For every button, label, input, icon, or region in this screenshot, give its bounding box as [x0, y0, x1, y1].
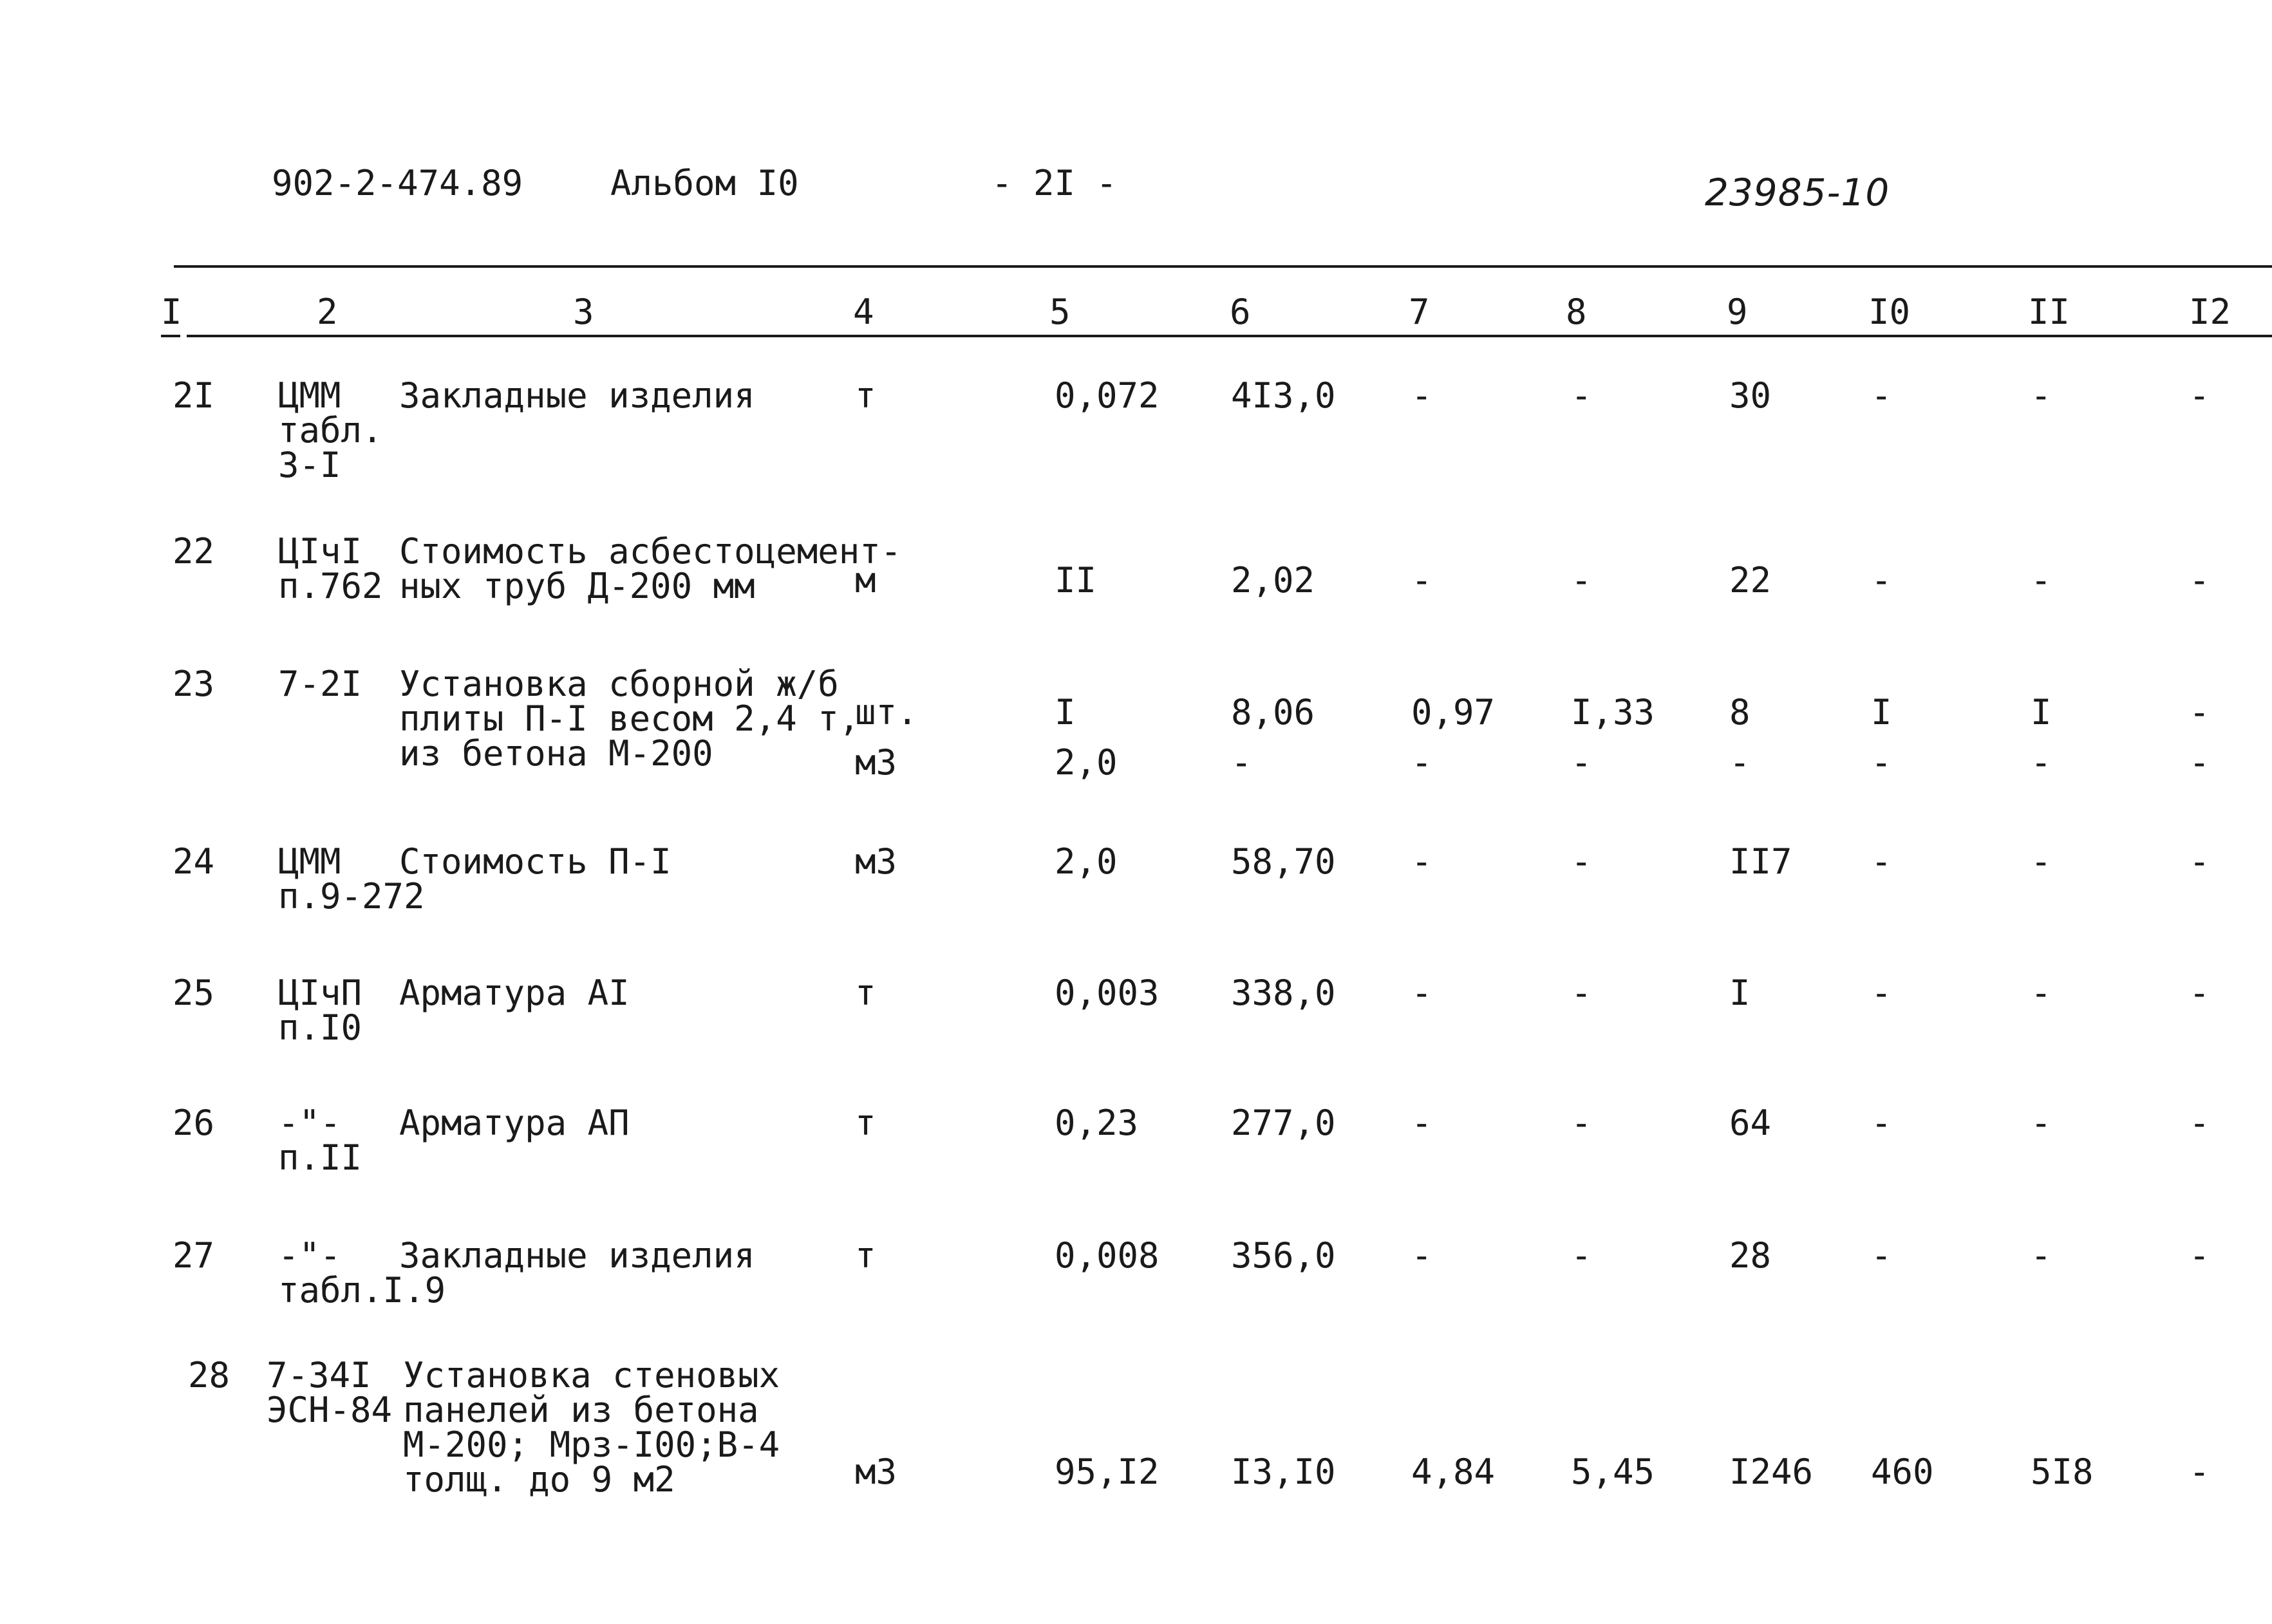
- column-header: I2: [2189, 292, 2231, 332]
- value-cell: I246: [1729, 1451, 1814, 1492]
- norm-code-line: ЦIчП: [278, 973, 362, 1013]
- value-cell: 4,84: [1411, 1451, 1496, 1492]
- work-name-line: Установка стеновых: [403, 1355, 780, 1395]
- row-number: 26: [173, 1103, 215, 1143]
- value-cell: -: [1729, 742, 1751, 783]
- column-header-underline: [161, 335, 180, 337]
- value-cell: -: [2031, 742, 2052, 783]
- column-header: I: [161, 292, 182, 332]
- work-name-line: плиты П-I весом 2,4 т,: [399, 698, 860, 739]
- work-name-line: Арматура АI: [399, 973, 630, 1013]
- value-cell: -: [1411, 375, 1432, 416]
- value-cell: -: [2189, 742, 2210, 783]
- value-cell: -: [1871, 1103, 1892, 1143]
- value-cell: -: [2189, 1451, 2210, 1492]
- value-cell: I: [1871, 692, 1892, 733]
- norm-code-line: 7-2I: [278, 664, 362, 704]
- value-cell: I: [1729, 973, 1751, 1013]
- value-cell: I3,I0: [1231, 1451, 1336, 1492]
- work-name-line: Закладные изделия: [399, 1235, 755, 1276]
- value-cell: -: [2031, 560, 2052, 601]
- value-cell: 0,003: [1055, 973, 1159, 1013]
- norm-code-line: табл.I.9: [278, 1270, 446, 1311]
- value-cell: 8: [1729, 692, 1751, 733]
- value-cell: 460: [1871, 1451, 1934, 1492]
- value-cell: 2,0: [1055, 742, 1118, 783]
- value-cell: -: [2031, 973, 2052, 1013]
- value-cell: -: [1871, 841, 1892, 882]
- value-cell: -: [1871, 1235, 1892, 1276]
- value-cell: 5,45: [1571, 1451, 1655, 1492]
- value-cell: 277,0: [1231, 1103, 1336, 1143]
- work-name-line: Стоимость П-I: [399, 841, 671, 882]
- value-cell: -: [2189, 560, 2210, 601]
- row-number: 28: [188, 1355, 230, 1395]
- value-cell: 2,02: [1231, 560, 1315, 601]
- unit-cell: т: [855, 1235, 876, 1276]
- value-cell: 95,I2: [1055, 1451, 1159, 1492]
- column-header: I0: [1868, 292, 1911, 332]
- value-cell: 0,008: [1055, 1235, 1159, 1276]
- value-cell: -: [1571, 841, 1592, 882]
- unit-cell: м3: [855, 841, 897, 882]
- value-cell: -: [2189, 841, 2210, 882]
- work-name-line: панелей из бетона: [403, 1390, 759, 1430]
- norm-code-line: ЭСН-84: [267, 1390, 393, 1430]
- work-name-line: Установка сборной ж/б: [399, 664, 839, 704]
- value-cell: -: [2189, 692, 2210, 733]
- column-header: 9: [1727, 292, 1748, 332]
- value-cell: 356,0: [1231, 1235, 1336, 1276]
- column-header: 7: [1409, 292, 1430, 332]
- value-cell: -: [1571, 560, 1592, 601]
- norm-code-line: ЦММ: [278, 841, 341, 882]
- value-cell: -: [1871, 742, 1892, 783]
- value-cell: 8,06: [1231, 692, 1315, 733]
- row-number: 23: [173, 664, 215, 704]
- value-cell: -: [2031, 375, 2052, 416]
- value-cell: 64: [1729, 1103, 1772, 1143]
- work-name-line: Арматура АП: [399, 1103, 630, 1143]
- value-cell: -: [1411, 973, 1432, 1013]
- row-number: 22: [173, 531, 215, 572]
- column-header: 5: [1049, 292, 1071, 332]
- row-number: 2I: [173, 375, 215, 416]
- unit-cell: т: [855, 1103, 876, 1143]
- work-name-line: из бетона М-200: [399, 733, 713, 774]
- value-cell: 58,70: [1231, 841, 1336, 882]
- value-cell: -: [2031, 1235, 2052, 1276]
- value-cell: -: [1571, 742, 1592, 783]
- value-cell: II: [1055, 560, 1097, 601]
- work-name-line: Стоимость асбестоцемент-: [399, 531, 902, 572]
- column-header: 4: [853, 292, 874, 332]
- unit-cell: м3: [855, 1451, 897, 1492]
- work-name-line: М-200; Мрз-I00;В-4: [403, 1424, 780, 1465]
- value-cell: 30: [1729, 375, 1772, 416]
- value-cell: -: [2189, 375, 2210, 416]
- value-cell: I: [2031, 692, 2052, 733]
- value-cell: 28: [1729, 1235, 1772, 1276]
- page-number: - 2I -: [991, 163, 1118, 203]
- norm-code-line: -"-: [278, 1103, 341, 1143]
- value-cell: 0,23: [1055, 1103, 1139, 1143]
- column-header: 6: [1230, 292, 1251, 332]
- column-header: II: [2028, 292, 2070, 332]
- row-number: 24: [173, 841, 215, 882]
- value-cell: -: [1571, 1235, 1592, 1276]
- row-number: 27: [173, 1235, 215, 1276]
- work-name-line: ных труб Д-200 мм: [399, 566, 755, 606]
- norm-code-line: 7-34I: [267, 1355, 371, 1395]
- work-name-line: Закладные изделия: [399, 375, 755, 416]
- value-cell: I,33: [1571, 692, 1655, 733]
- value-cell: -: [2031, 1103, 2052, 1143]
- table-top-rule: [174, 265, 2272, 268]
- value-cell: -: [1871, 375, 1892, 416]
- norm-code-line: табл.: [278, 410, 383, 451]
- norm-code-line: ЦIчI: [278, 531, 362, 572]
- unit-cell: шт.: [855, 692, 918, 733]
- column-header: 2: [317, 292, 338, 332]
- unit-cell: м: [855, 560, 876, 601]
- norm-code-line: п.II: [278, 1137, 362, 1178]
- value-cell: -: [1571, 1103, 1592, 1143]
- value-cell: 2,0: [1055, 841, 1118, 882]
- norm-code-line: п.9-272: [278, 876, 425, 917]
- norm-code-line: п.762: [278, 566, 383, 606]
- value-cell: I: [1055, 692, 1076, 733]
- value-cell: -: [1411, 841, 1432, 882]
- value-cell: 5I8: [2031, 1451, 2094, 1492]
- value-cell: II7: [1729, 841, 1792, 882]
- value-cell: 22: [1729, 560, 1772, 601]
- unit-cell: м3: [855, 742, 897, 783]
- unit-cell: т: [855, 973, 876, 1013]
- norm-code-line: -"-: [278, 1235, 341, 1276]
- row-number: 25: [173, 973, 215, 1013]
- column-header: 8: [1566, 292, 1587, 332]
- value-cell: -: [2031, 841, 2052, 882]
- value-cell: 0,97: [1411, 692, 1496, 733]
- inventory-stamp: 23985-10: [1705, 171, 1890, 214]
- album-label: Альбом I0: [610, 163, 799, 203]
- value-cell: 0,072: [1055, 375, 1159, 416]
- value-cell: -: [2189, 1103, 2210, 1143]
- value-cell: -: [2189, 1235, 2210, 1276]
- work-name-line: толщ. до 9 м2: [403, 1459, 675, 1500]
- norm-code-line: 3-I: [278, 445, 341, 485]
- value-cell: -: [1411, 742, 1432, 783]
- unit-cell: т: [855, 375, 876, 416]
- value-cell: 4I3,0: [1231, 375, 1336, 416]
- document-number: 902-2-474.89: [272, 163, 523, 203]
- value-cell: -: [1571, 375, 1592, 416]
- value-cell: -: [1411, 1235, 1432, 1276]
- norm-code-line: п.I0: [278, 1007, 362, 1048]
- value-cell: -: [1571, 973, 1592, 1013]
- column-header: 3: [573, 292, 594, 332]
- value-cell: -: [1411, 1103, 1432, 1143]
- table-header-rule: [187, 335, 2272, 337]
- value-cell: -: [2189, 973, 2210, 1013]
- value-cell: 338,0: [1231, 973, 1336, 1013]
- norm-code-line: ЦММ: [278, 375, 341, 416]
- value-cell: -: [1871, 560, 1892, 601]
- value-cell: -: [1231, 742, 1252, 783]
- value-cell: -: [1871, 973, 1892, 1013]
- value-cell: -: [1411, 560, 1432, 601]
